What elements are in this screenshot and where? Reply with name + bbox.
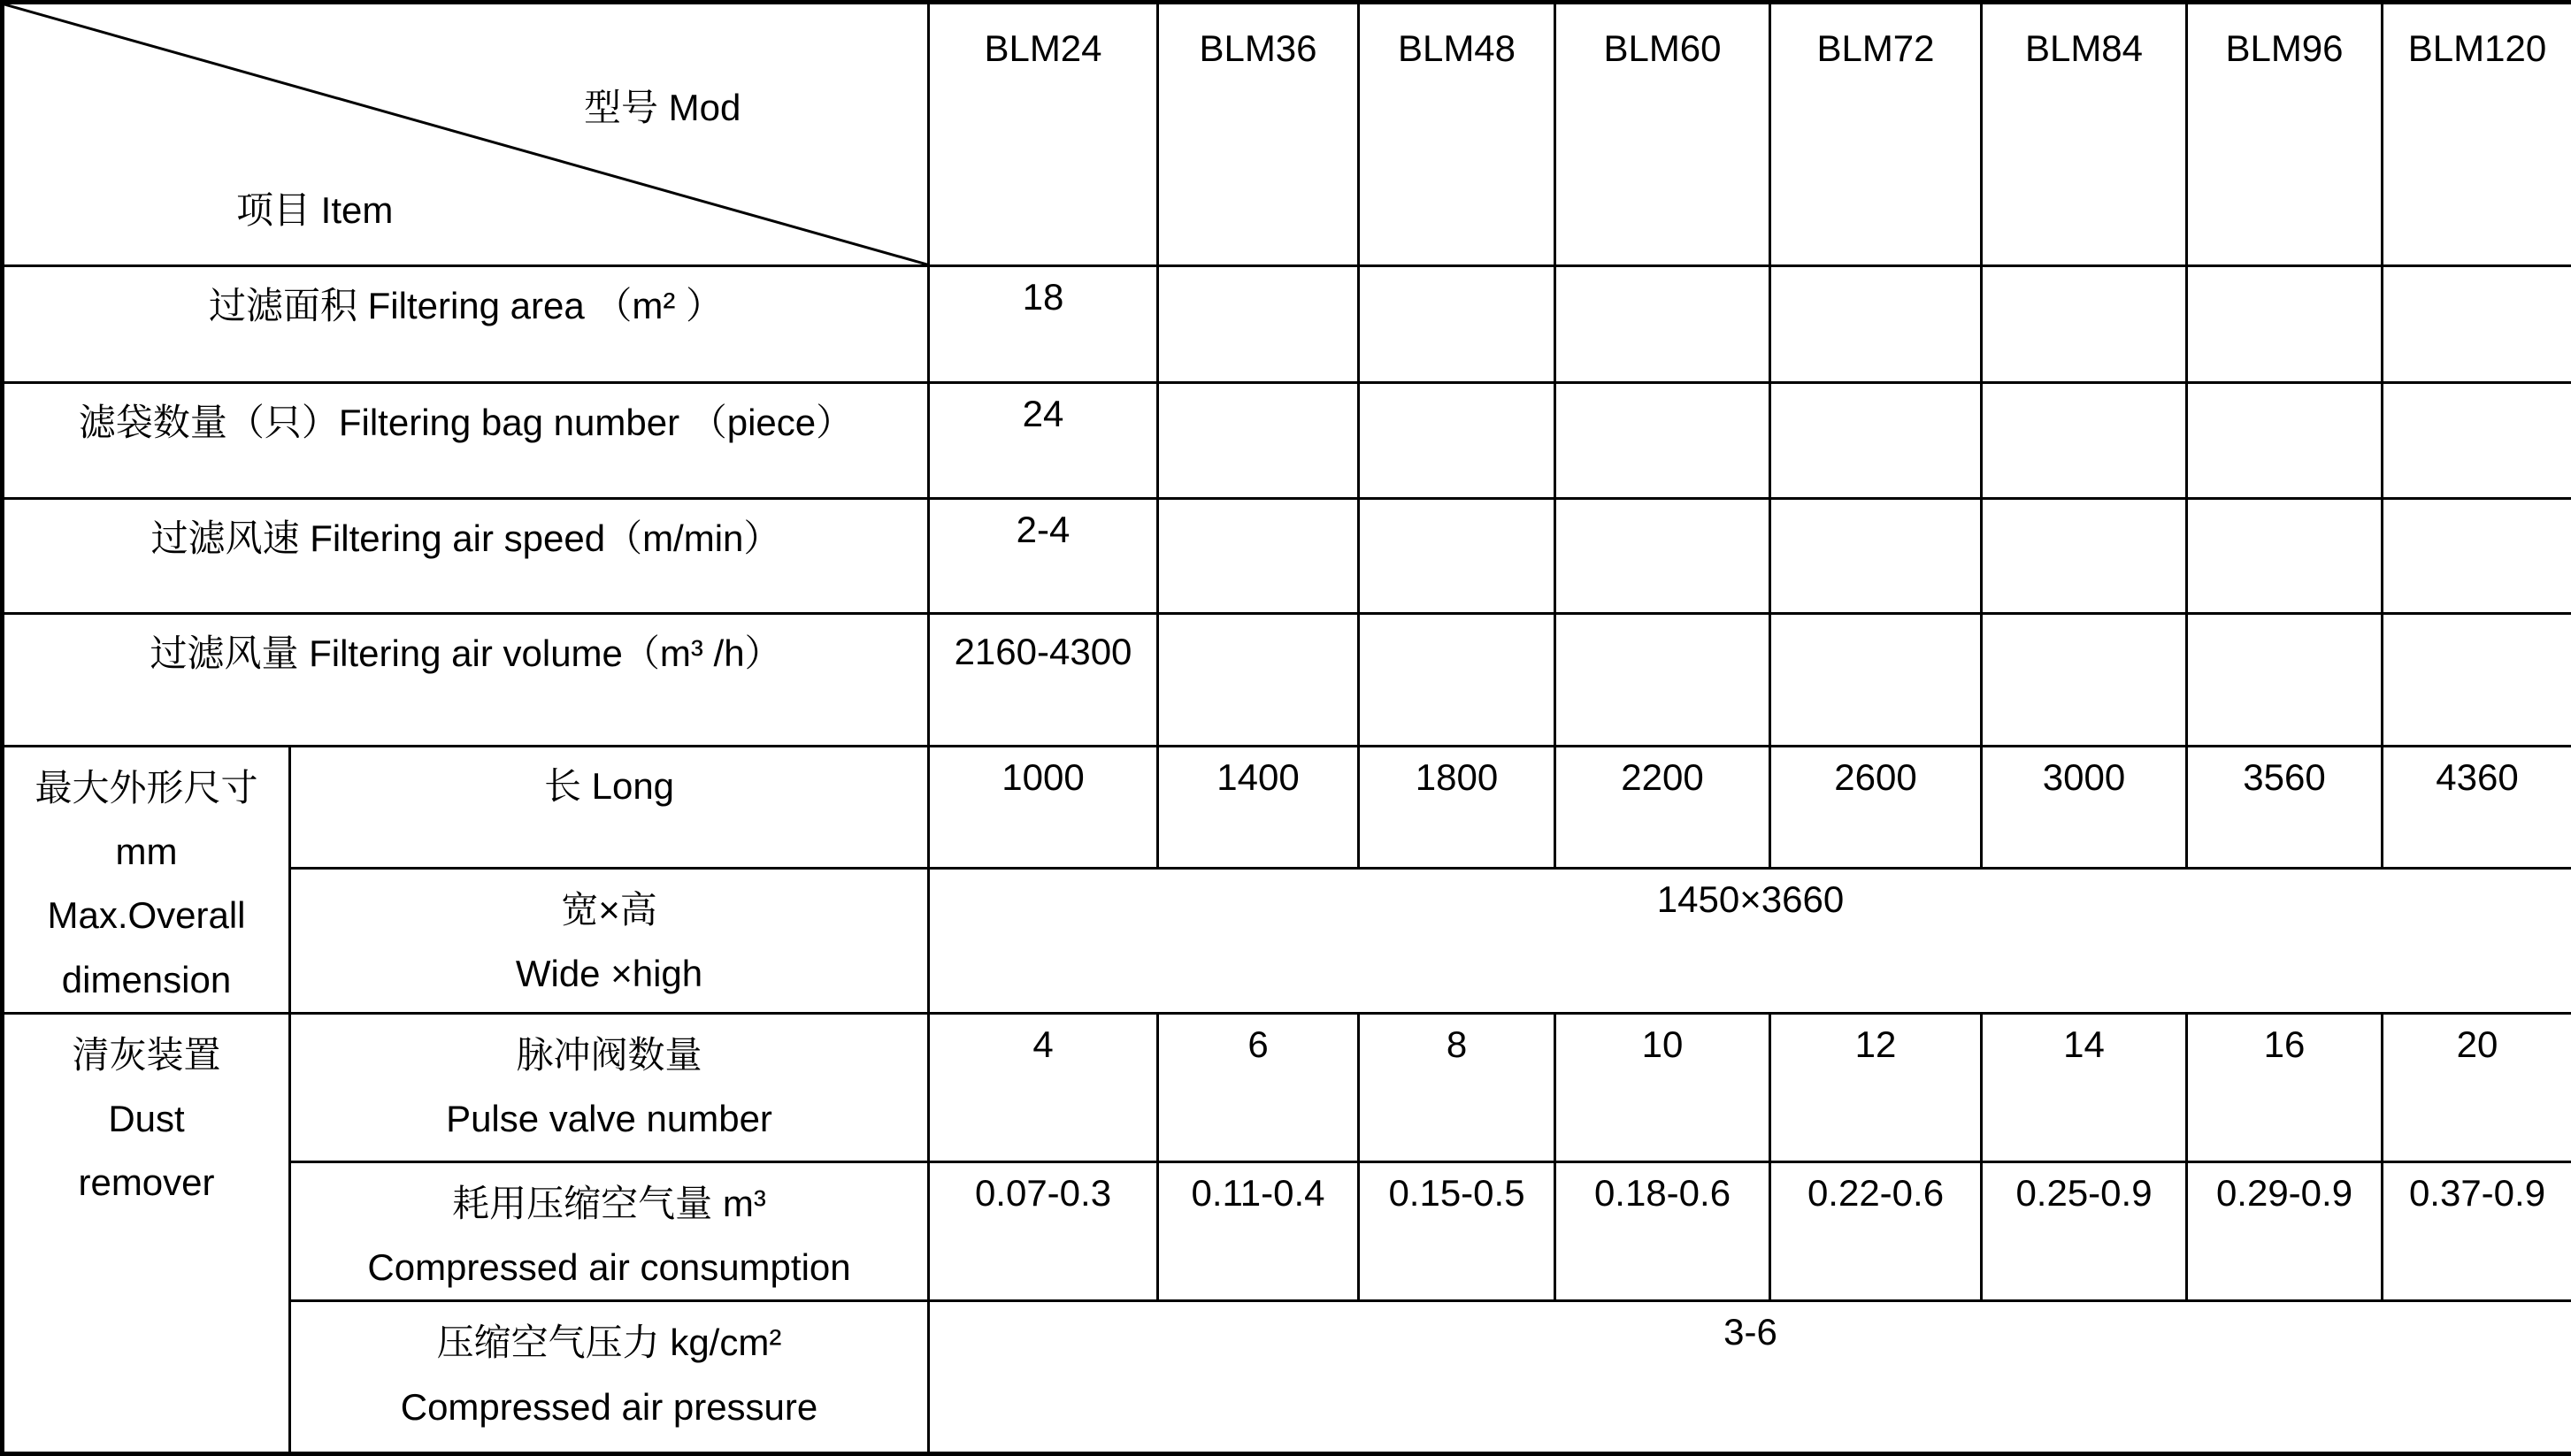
row-label-air-consumption [290, 1161, 929, 1300]
air-speed-value [2383, 499, 2571, 614]
model-column-header: BLM60 [1555, 3, 1770, 266]
pulse-valve-label-cn: 脉冲阀数量 [296, 1023, 922, 1087]
pulse-valve-value: 10 [1555, 1013, 1770, 1161]
filtering-area-value [1359, 266, 1555, 383]
long-value: 2600 [1770, 747, 1982, 869]
bag-number-value [2383, 383, 2571, 499]
row-label-bag-number: 滤袋数量（只）Filtering bag number （piece） [3, 383, 929, 499]
air-volume-row [3, 614, 2571, 747]
filtering-area-value [2187, 266, 2383, 383]
filtering-area-value [1982, 266, 2187, 383]
air-consumption-value: 0.37-0.9 [2383, 1161, 2571, 1300]
bag-number-value [1158, 383, 1359, 499]
air-speed-value [1359, 499, 1555, 614]
air-speed-row [3, 499, 2571, 614]
row-label-long: 长 Long [290, 747, 929, 869]
row-label-air-pressure [290, 1301, 929, 1454]
long-value: 1400 [1158, 747, 1359, 869]
air-pressure-merged-value: 3-6 [929, 1301, 2571, 1454]
model-column-header: BLM72 [1770, 3, 1982, 266]
row-label-pulse-valve [290, 1013, 929, 1161]
air-volume-value [2187, 614, 2383, 747]
bag-number-value [1555, 383, 1770, 499]
air-consumption-value: 0.11-0.4 [1158, 1161, 1359, 1300]
air-pressure-label-cn: 压缩空气压力 kg/cm² [296, 1311, 922, 1375]
air-speed-value [1982, 499, 2187, 614]
long-value: 3560 [2187, 747, 2383, 869]
model-column-header: BLM84 [1982, 3, 2187, 266]
dust-remover-label-en-line2: remover [10, 1151, 283, 1215]
row-label-filtering-area: 过滤面积 Filtering area （m² ） [3, 266, 929, 383]
filtering-area-value [1555, 266, 1770, 383]
corner-item-label: 项目 Item [236, 181, 393, 234]
air-consumption-value: 0.18-0.6 [1555, 1161, 1770, 1300]
long-value: 2200 [1555, 747, 1770, 869]
pulse-valve-value: 14 [1982, 1013, 2187, 1161]
air-consumption-value: 0.15-0.5 [1359, 1161, 1555, 1300]
bag-number-value [1770, 383, 1982, 499]
pulse-valve-value: 8 [1359, 1013, 1555, 1161]
air-consumption-label-cn: 耗用压缩空气量 m³ [296, 1172, 922, 1236]
dust-remover-label-en-line1: Dust [10, 1087, 283, 1151]
bag-number-value [1359, 383, 1555, 499]
model-column-header: BLM96 [2187, 3, 2383, 266]
model-column-header: BLM36 [1158, 3, 1359, 266]
row-label-air-speed: 过滤风速 Filtering air speed（m/min） [3, 499, 929, 614]
dust-remover-label-cn: 清灰装置 [10, 1023, 283, 1087]
air-pressure-label-en: Compressed air pressure [296, 1376, 922, 1439]
long-value: 4360 [2383, 747, 2571, 869]
filtering-area-value [1770, 266, 1982, 383]
filtering-area-value [1158, 266, 1359, 383]
air-speed-value: 2-4 [929, 499, 1158, 614]
air-consumption-value: 0.07-0.3 [929, 1161, 1158, 1300]
air-volume-value [1982, 614, 2187, 747]
row-group-label-dust-remover [3, 1013, 290, 1453]
model-column-header: BLM24 [929, 3, 1158, 266]
wide-high-label-en: Wide ×high [296, 942, 922, 1006]
bag-number-value: 24 [929, 383, 1158, 499]
dimension-long-row [3, 747, 2571, 869]
filtering-area-value [2383, 266, 2571, 383]
dimension-wide-high-row [3, 868, 2571, 1013]
air-volume-value: 2160-4300 [929, 614, 1158, 747]
pulse-valve-value: 4 [929, 1013, 1158, 1161]
model-column-header: BLM120 [2383, 3, 2571, 266]
pulse-valve-label-en: Pulse valve number [296, 1087, 922, 1151]
corner-model-label: 型号 Mod [584, 79, 741, 132]
row-group-label-max-dimension [3, 747, 290, 1014]
filtering-area-row [3, 266, 2571, 383]
air-speed-value [1555, 499, 1770, 614]
pulse-valve-value: 12 [1770, 1013, 1982, 1161]
air-pressure-row [3, 1301, 2571, 1454]
air-speed-value [1770, 499, 1982, 614]
model-column-header: BLM48 [1359, 3, 1555, 266]
air-consumption-label-en: Compressed air consumption [296, 1236, 922, 1299]
long-value: 1000 [929, 747, 1158, 869]
air-consumption-value: 0.25-0.9 [1982, 1161, 2187, 1300]
header-row [3, 3, 2571, 266]
row-label-wide-high [290, 868, 929, 1013]
air-speed-value [1158, 499, 1359, 614]
air-consumption-value: 0.29-0.9 [2187, 1161, 2383, 1300]
max-dimension-label-cn: 最大外形尺寸 mm [10, 756, 283, 884]
bag-number-value [1982, 383, 2187, 499]
bag-number-row [3, 383, 2571, 499]
row-label-air-volume: 过滤风量 Filtering air volume（m³ /h） [3, 614, 929, 747]
air-consumption-value: 0.22-0.6 [1770, 1161, 1982, 1300]
diagonal-divider-line [4, 4, 927, 264]
long-value: 1800 [1359, 747, 1555, 869]
wide-high-label-cn: 宽×高 [296, 878, 922, 942]
long-value: 3000 [1982, 747, 2187, 869]
header-corner-cell [3, 3, 929, 266]
air-volume-value [1158, 614, 1359, 747]
pulse-valve-value: 20 [2383, 1013, 2571, 1161]
air-volume-value [2383, 614, 2571, 747]
air-volume-value [1770, 614, 1982, 747]
air-speed-value [2187, 499, 2383, 614]
air-consumption-row [3, 1161, 2571, 1300]
pulse-valve-row [3, 1013, 2571, 1161]
air-volume-value [1359, 614, 1555, 747]
pulse-valve-value: 16 [2187, 1013, 2383, 1161]
max-dimension-label-en: Max.Overall dimension [10, 884, 283, 1011]
air-volume-value [1555, 614, 1770, 747]
bag-number-value [2187, 383, 2383, 499]
filtering-area-value: 18 [929, 266, 1158, 383]
wide-high-merged-value: 1450×3660 [929, 868, 2571, 1013]
pulse-valve-value: 6 [1158, 1013, 1359, 1161]
